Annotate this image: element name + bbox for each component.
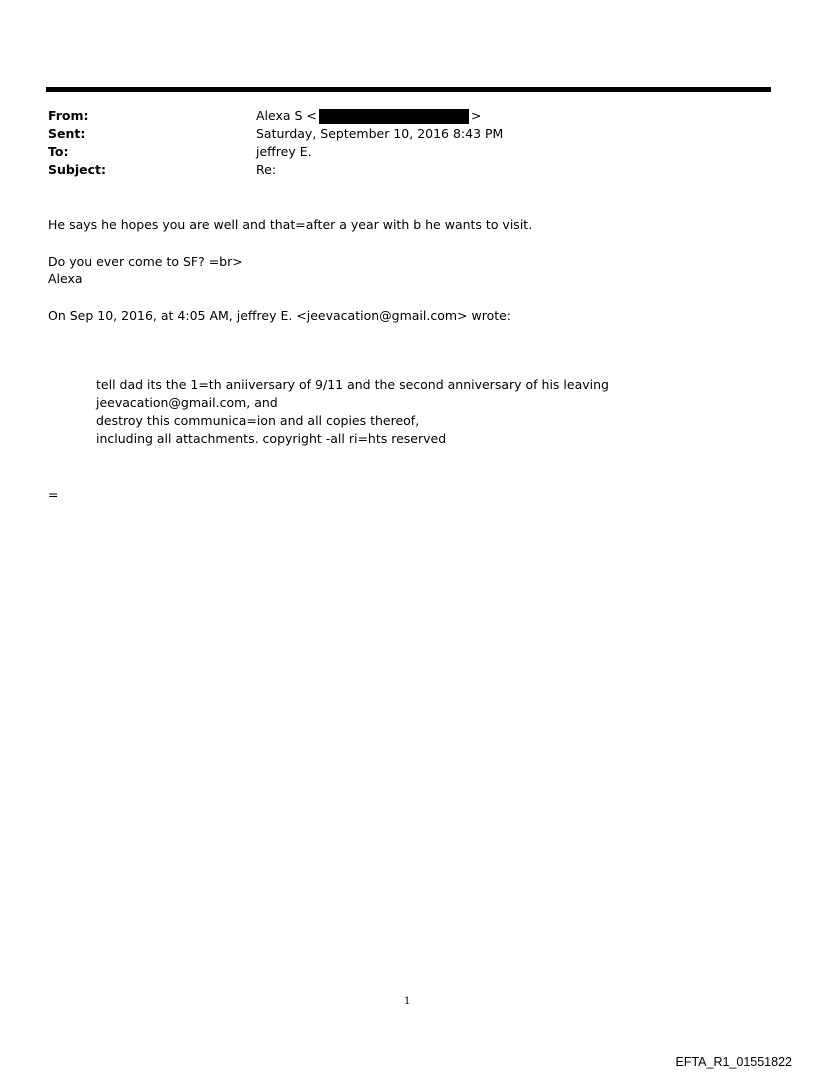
email-header [48, 107, 503, 179]
quoted-line: jeevacation@gmail.com, and [96, 395, 278, 410]
subject-value: Re: [256, 162, 277, 177]
quoted-line: including all attachments. copyright -all ri=hts reserved [96, 431, 447, 446]
quoted-line: destroy this communica=ion and all copies thereof, [96, 413, 420, 428]
from-close: > [470, 108, 482, 123]
reply-attribution: On Sep 10, 2016, at 4:05 AM, jeffrey E. <jeevacation@gmail.com> wrote: [48, 308, 512, 323]
to-label: To: [48, 144, 69, 159]
from-row [48, 107, 503, 125]
from-label: From: [48, 108, 89, 123]
body-paragraph-2: Do you ever come to SF? =br> [48, 254, 243, 269]
body-paragraph-1: He says he hopes you are well and that=after a year with b he wants to visit. [48, 217, 533, 232]
trailer-mark: = [48, 487, 59, 502]
header-rule [46, 87, 771, 92]
from-value [256, 107, 481, 125]
sent-label: Sent: [48, 126, 86, 141]
quoted-line: tell dad its the 1=th aniiversary of 9/11 and the second anniversary of his leaving [96, 377, 609, 392]
to-value: jeffrey E. [256, 144, 312, 159]
subject-label: Subject: [48, 162, 106, 177]
sent-row [48, 125, 503, 143]
sent-value: Saturday, September 10, 2016 8:43 PM [256, 126, 504, 141]
page-number: 1 [404, 996, 411, 1007]
subject-row [48, 161, 503, 179]
from-name: Alexa S < [256, 108, 317, 123]
bates-number: EFTA_R1_01551822 [675, 1055, 792, 1069]
redaction-box [319, 109, 469, 124]
to-row [48, 143, 503, 161]
signature: Alexa [48, 271, 83, 286]
quoted-message [96, 376, 609, 448]
